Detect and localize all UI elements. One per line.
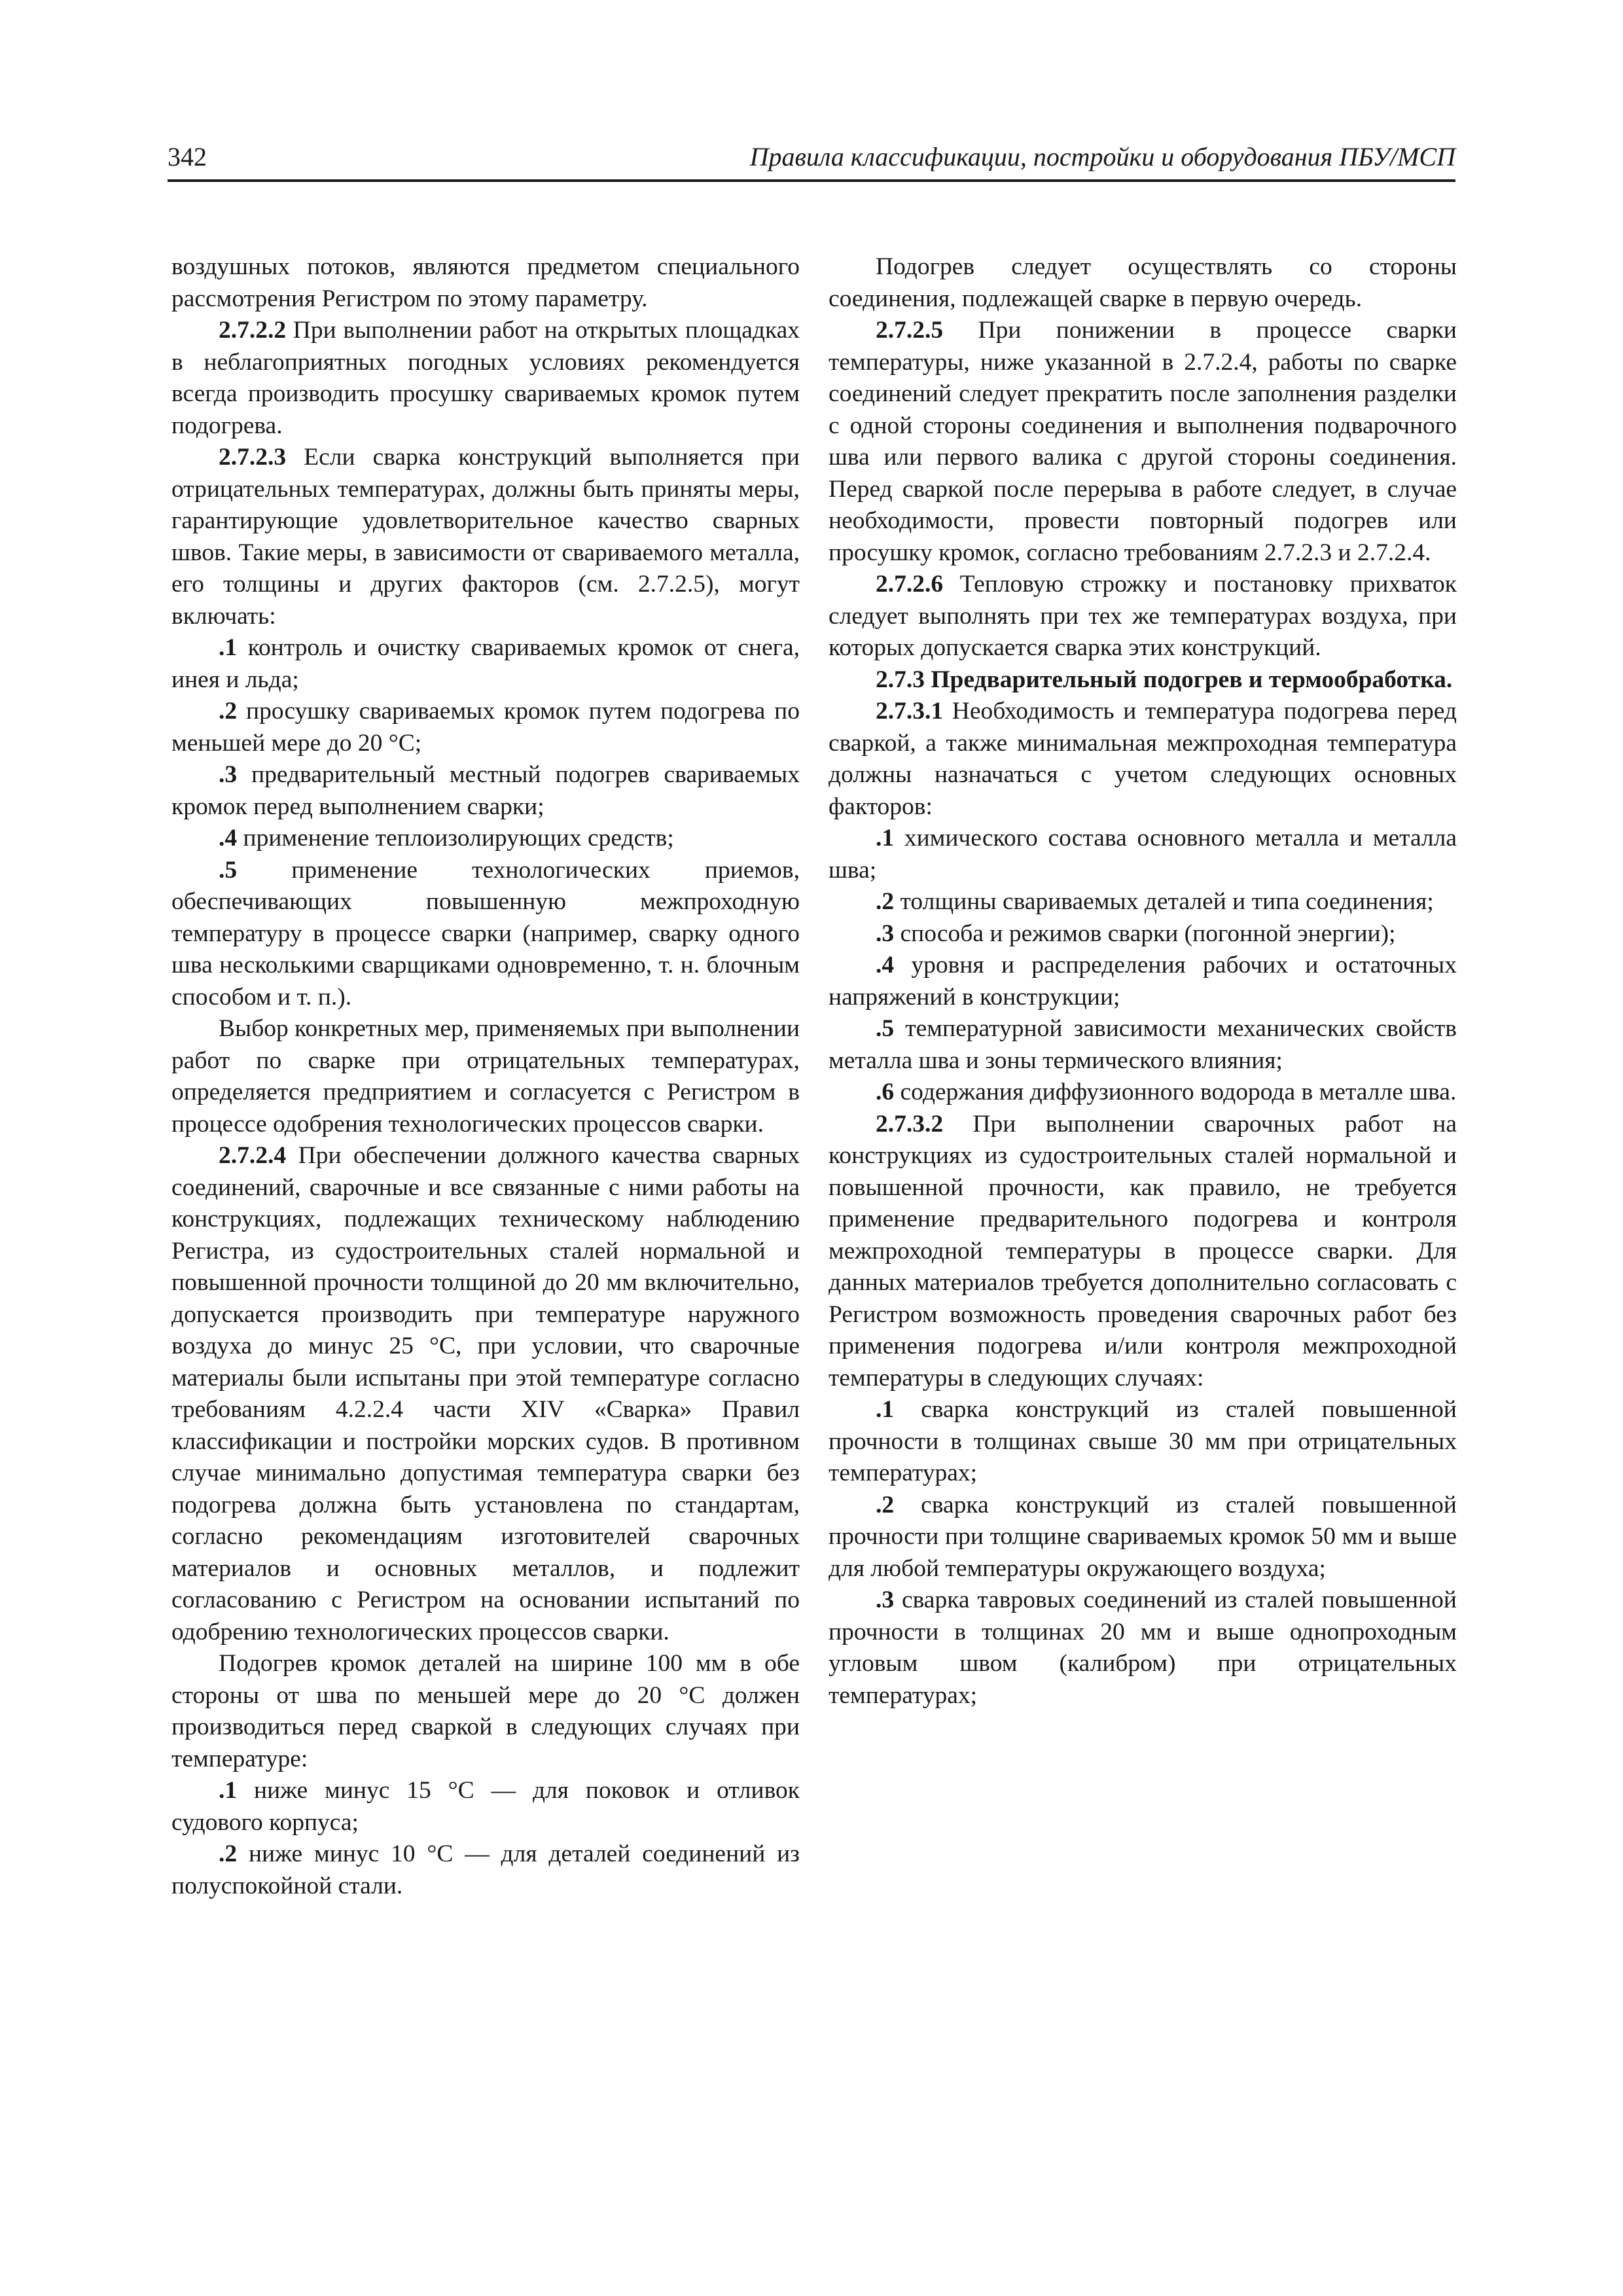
paragraph: 2.7.3.1 Необходимость и температура подогрева перед сваркой, а также минимальная межпроходная температура должны назначаться с учетом следующих основных факторов: (829, 698, 1457, 820)
list-item: .3 предварительный местный подогрев свариваемых кромок перед выполнением сварки; (171, 761, 800, 820)
clause-number: 2.7.2.3 (219, 444, 287, 471)
section-heading: 2.7.3 Предварительный подогрев и термообработка. (876, 666, 1453, 693)
list-item: .2 сварка конструкций из сталей повышенной прочности при толщине свариваемых кромок 50 мм и выше для любой температуры окружающего воздуха; (829, 1491, 1457, 1582)
clause-number: 2.7.2.2 (219, 317, 287, 344)
paragraph: Подогрев кромок деталей на ширине 100 мм в обе стороны от шва по меньшей мере до 20 °C должен производиться перед сваркой в следующих случаях при температуре: (171, 1650, 800, 1772)
paragraph: 2.7.2.6 Тепловую строжку и постановку прихваток следует выполнять при тех же температурах воздуха, при которых допускается сварка этих конструкций. (829, 571, 1457, 661)
paragraph: Подогрев следует осуществлять со стороны соединения, подлежащей сварке в первую очередь. (829, 253, 1457, 312)
list-item: .6 содержания диффузионного водорода в металле шва. (876, 1079, 1457, 1105)
clause-number: 2.7.2.5 (876, 317, 944, 344)
item-number: .3 (876, 1587, 895, 1613)
list-item: .2 просушку свариваемых кромок путем подогрева по меньшей мере до 20 °C; (171, 698, 800, 757)
list-item: .4 применение теплоизолирующих средств; (219, 825, 674, 852)
page-number: 342 (168, 142, 207, 171)
paragraph: 2.7.2.4 При обеспечении должного качества сварных соединений, сварочные и все связанные с ними работы на конструкциях, подлежащих техническому наблюдению Регистра, из судостроительных сталей нормальной и повышенной прочности толщиной до 20 мм включительно, допускается производить при температуре наружного воздуха до минус 25 °C, при условии, что сварочные материалы были испытаны при этой температуре согласно требованиям 4.2.2.4 части XIV «Сварка» Правил классификации и постройки морских судов. В противном случае минимально допустимая температура сварки без подогрева должна быть установлена по стандартам, согласно рекомендациям изготовителей сварочных материалов и основных металлов, и подлежит согласованию с Регистром на основании испытаний по одобрению технологических процессов сварки. (171, 1142, 800, 1645)
item-number: .3 (876, 920, 895, 947)
item-number: .1 (876, 1396, 895, 1423)
item-number: .2 (219, 698, 238, 725)
paragraph: воздушных потоков, являются предметом специального рассмотрения Регистром по этому параметру. (171, 253, 800, 312)
list-item: .5 температурной зависимости механических свойств металла шва и зоны термического влияния; (829, 1015, 1457, 1074)
paragraph: Выбор конкретных мер, применяемых при выполнении работ по сварке при отрицательных температурах, определяется предприятием и согласуется с Регистром в процессе одобрения технологических процессов сварки. (171, 1015, 800, 1138)
clause-number: 2.7.2.6 (876, 571, 944, 598)
item-number: .4 (876, 952, 895, 978)
list-item: .3 способа и режимов сварки (погонной энергии); (876, 920, 1396, 947)
item-number: .6 (876, 1079, 895, 1105)
list-item: .4 уровня и распределения рабочих и остаточных напряжений в конструкции; (829, 952, 1457, 1011)
item-number: .5 (876, 1015, 895, 1042)
item-number: .4 (219, 825, 238, 852)
clause-number: 2.7.3.2 (876, 1110, 944, 1138)
list-item: .1 ниже минус 15 °C — для поковок и отливок судового корпуса; (171, 1777, 800, 1836)
clause-number: 2.7.2.4 (219, 1142, 287, 1169)
page-header (168, 140, 1455, 182)
paragraph: 2.7.2.5 При понижении в процессе сварки температуры, ниже указанной в 2.7.2.4, работы по сварке соединений следует прекратить после заполнения разделки с одной стороны соединения и выполнения подварочного шва или первого валика с другой стороны соединения. Перед сваркой после перерыва в работе следует, в случае необходимости, провести повторный подогрев или просушку кромок, согласно требованиям 2.7.2.3 и 2.7.2.4. (829, 317, 1457, 566)
right-column (829, 251, 1457, 1712)
list-item: .1 сварка конструкций из сталей повышенной прочности в толщинах свыше 30 мм при отрицательных температурах; (829, 1396, 1457, 1486)
list-item: .3 сварка тавровых соединений из сталей повышенной прочности в толщинах 20 мм и выше однопроходным угловым швом (калибром) при отрицательных температурах; (829, 1587, 1457, 1709)
list-item: .1 химического состава основного металла и металла шва; (829, 825, 1457, 884)
paragraph: 2.7.2.3 Если сварка конструкций выполняется при отрицательных температурах, должны быть приняты меры, гарантирующие удовлетворительное качество сварных швов. Такие меры, в зависимости от свариваемого металла, его толщины и других факторов (см. 2.7.2.5), могут включать: (171, 444, 800, 630)
item-number: .1 (876, 825, 895, 852)
list-item: .1 контроль и очистку свариваемых кромок от снега, инея и льда; (171, 634, 800, 693)
item-number: .2 (876, 888, 895, 915)
item-number: .1 (219, 1777, 238, 1804)
item-number: .1 (219, 634, 238, 661)
running-title: Правила классификации, постройки и оборудования ПБУ/МСП (749, 142, 1455, 171)
paragraph: 2.7.2.2 При выполнении работ на открытых площадках в неблагоприятных погодных условиях рекомендуется всегда производить просушку свариваемых кромок путем подогрева. (171, 317, 800, 439)
list-item: .2 толщины свариваемых деталей и типа соединения; (876, 888, 1434, 915)
item-number: .2 (219, 1840, 238, 1867)
list-item: .2 ниже минус 10 °C — для деталей соединений из полуспокойной стали. (171, 1840, 800, 1899)
clause-number: 2.7.3.1 (876, 698, 944, 725)
item-number: .3 (219, 761, 238, 788)
paragraph: 2.7.3.2 При выполнении сварочных работ на конструкциях из судостроительных сталей нормальной и повышенной прочности, как правило, не требуется применение предварительного подогрева и контроля межпроходной температуры в процессе сварки. Для данных материалов требуется дополнительно согласовать с Регистром возможность проведения сварочных работ без применения подогрева и/или контроля межпроходной температуры в следующих случаях: (829, 1110, 1457, 1391)
item-number: .2 (876, 1491, 895, 1518)
left-column (171, 251, 800, 1902)
item-number: .5 (219, 856, 238, 884)
list-item: .5 применение технологических приемов, обеспечивающих повышенную межпроходную температуру в процессе сварки (например, сварку одного шва несколькими сварщиками одновременно, т. н. блочным способом и т. п.). (171, 856, 800, 1011)
